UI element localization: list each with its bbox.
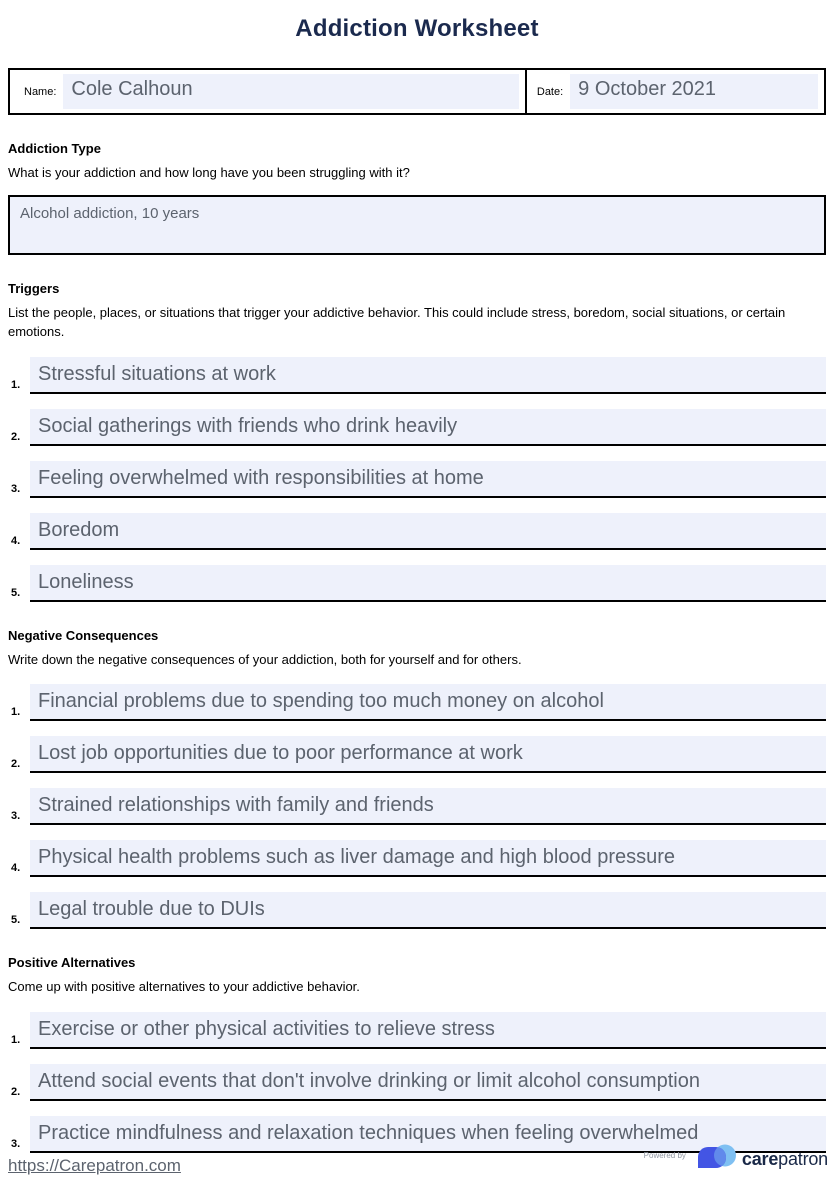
consequence-row [8, 840, 826, 877]
date-input[interactable]: 9 October 2021 [570, 74, 818, 109]
name-input[interactable]: Cole Calhoun [63, 74, 518, 109]
name-date-bar [8, 68, 826, 115]
brand-wordmark [742, 1149, 828, 1170]
addiction-type-description: What is your addiction and how long have you been struggling with it? [8, 165, 410, 180]
negative-consequences-description: Write down the negative consequences of your addiction, both for yourself and for others. [8, 651, 522, 667]
consequence-input-3[interactable]: Strained relationships with family and friends [30, 788, 826, 825]
trigger-row [8, 357, 826, 394]
item-number: 1. [11, 378, 21, 391]
alternative-input-1[interactable]: Exercise or other physical activities to relieve stress [30, 1012, 826, 1049]
item-number: 1. [11, 706, 21, 718]
page-title: Addiction Worksheet [295, 15, 539, 42]
consequence-row [8, 684, 826, 721]
powered-by-label: Powered by [643, 1150, 686, 1160]
addiction-type-textarea[interactable]: Alcohol addiction, 10 years [8, 195, 826, 255]
consequence-input-2[interactable]: Lost job opportunities due to poor performance at work [30, 736, 826, 773]
alternative-input-3[interactable]: Practice mindfulness and relaxation techniques when feeling overwhelmed [30, 1116, 826, 1153]
item-number: 2. [11, 758, 21, 770]
trigger-input-4[interactable]: Boredom [30, 513, 826, 550]
positive-alternatives-description: Come up with positive alternatives to your addictive behavior. [8, 979, 360, 994]
trigger-row [8, 409, 826, 446]
item-number: 1. [11, 1033, 21, 1046]
name-cell [10, 70, 527, 113]
carepatron-link[interactable]: https://Carepatron.com [8, 1156, 181, 1175]
section-negative-consequences [8, 628, 826, 930]
alternative-row [8, 1064, 826, 1101]
item-number: 4. [11, 534, 21, 547]
item-number: 5. [11, 914, 21, 926]
item-number: 5. [11, 586, 21, 599]
item-number: 4. [11, 862, 21, 874]
section-addiction-type [8, 141, 826, 255]
triggers-description: List the people, places, or situations that trigger your addictive behavior. This could include stress, boredom, social situations, or certain emotions. [8, 304, 786, 339]
positive-alternatives-heading: Positive Alternatives [8, 955, 136, 970]
brand-patron: patron [778, 1148, 828, 1169]
name-label: Name: [24, 85, 57, 98]
alternative-row [8, 1012, 826, 1049]
consequence-input-5[interactable]: Legal trouble due to DUIs [30, 892, 826, 929]
brand-care: care [741, 1148, 779, 1169]
consequence-input-1[interactable]: Financial problems due to spending too much money on alcohol [30, 684, 826, 721]
trigger-input-5[interactable]: Loneliness [30, 565, 826, 602]
trigger-input-3[interactable]: Feeling overwhelmed with responsibilities at home [30, 461, 826, 498]
trigger-input-1[interactable]: Stressful situations at work [30, 357, 826, 394]
trigger-row [8, 565, 826, 602]
section-triggers [8, 281, 826, 602]
item-number: 3. [11, 482, 21, 495]
trigger-row [8, 513, 826, 550]
section-positive-alternatives [8, 955, 826, 1153]
item-number: 3. [11, 810, 21, 822]
consequence-row [8, 892, 826, 929]
carepatron-brand [644, 1142, 828, 1176]
date-cell [527, 70, 824, 113]
addiction-type-heading: Addiction Type [8, 141, 101, 156]
trigger-row [8, 461, 826, 498]
date-label: Date: [536, 85, 564, 98]
item-number: 3. [11, 1137, 21, 1150]
negative-consequences-heading: Negative Consequences [8, 627, 159, 643]
triggers-heading: Triggers [8, 280, 60, 296]
alternative-input-2[interactable]: Attend social events that don't involve drinking or limit alcohol consumption [30, 1064, 826, 1101]
trigger-input-2[interactable]: Social gatherings with friends who drink heavily [30, 409, 826, 446]
consequence-input-4[interactable]: Physical health problems such as liver damage and high blood pressure [30, 840, 826, 877]
item-number: 2. [11, 430, 21, 443]
item-number: 2. [11, 1085, 21, 1098]
consequence-row [8, 788, 826, 825]
carepatron-logo-icon [696, 1142, 738, 1176]
consequence-row [8, 736, 826, 773]
page-footer [8, 1142, 828, 1176]
